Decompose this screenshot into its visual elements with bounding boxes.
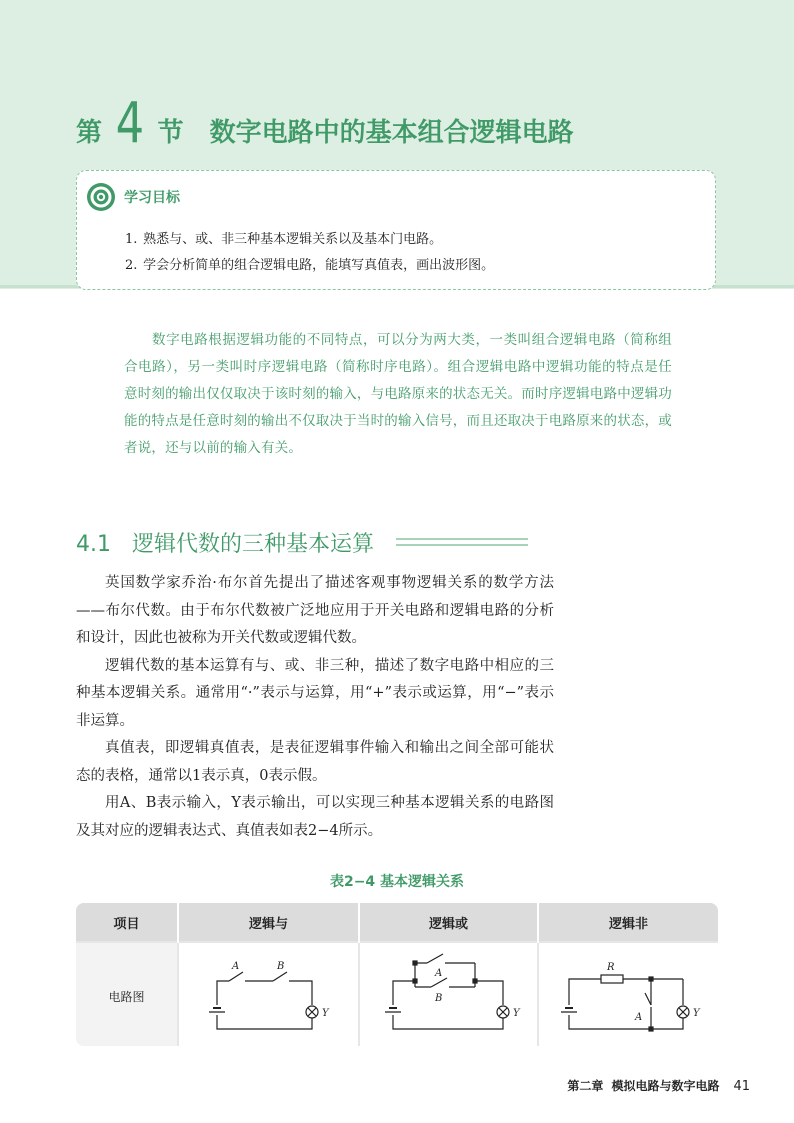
- table-header-row: [76, 903, 718, 942]
- section-heading: [76, 525, 528, 559]
- learning-goals-box: [76, 170, 716, 290]
- label-y: Y: [512, 1007, 520, 1019]
- title-suffix: 节: [157, 118, 184, 148]
- paragraph: 英国数学家乔治·布尔首先提出了描述客观事物逻辑关系的数学方法——布尔代数。由于布尔代数被广泛地应用于开关电路和逻辑电路的分析和设计，因此也被称为开关代数或逻辑代数。: [76, 575, 554, 646]
- not-circuit-diagram: [549, 949, 709, 1045]
- section-title-text: 逻辑代数的三种基本运算: [131, 531, 374, 557]
- label-y: Y: [321, 1007, 329, 1019]
- label-y: Y: [692, 1007, 700, 1019]
- label-a: A: [231, 960, 239, 972]
- section-heading-text: [76, 527, 374, 558]
- goals-list: [125, 227, 494, 279]
- page-title: 数字电路中的基本组合逻辑电路: [209, 118, 574, 148]
- label-a: A: [634, 1011, 642, 1023]
- section-title: [76, 72, 574, 156]
- goal-item: [125, 227, 494, 253]
- footer-chapter: 第二章: [567, 1079, 604, 1093]
- paragraph: 逻辑代数的基本运算有与、或、非三种，描述了数字电路中相应的三种基本逻辑关系。通常用“·”表示与运算，用“+”表示或运算，用“−”表示非运算。: [76, 657, 554, 729]
- label-b: B: [434, 992, 442, 1004]
- goal-text: 熟悉与、或、非三种基本逻辑关系以及基本门电路。: [143, 232, 443, 247]
- header-cell: 项目: [76, 903, 178, 942]
- label-r: R: [606, 961, 615, 973]
- header-cell: 逻辑或: [359, 903, 538, 942]
- goal-number: 2.: [125, 258, 138, 273]
- label-b: B: [276, 960, 284, 972]
- and-circuit-cell: [178, 942, 359, 1046]
- footer-title: 模拟电路与数字电路: [611, 1079, 720, 1093]
- section-decor-lines: [396, 538, 528, 546]
- logic-table-grid: [76, 903, 718, 1046]
- section-number: 4.1: [76, 531, 111, 557]
- body-text: [76, 570, 554, 845]
- title-prefix: 第: [76, 118, 103, 148]
- paragraph: 用A、B表示输入，Y表示输出，可以实现三种基本逻辑关系的电路图及其对应的逻辑表达式、真值表如表2−4所示。: [76, 795, 554, 839]
- goal-text: 学会分析简单的组合逻辑电路，能填写真值表，画出波形图。: [143, 258, 495, 273]
- title-number: 4: [115, 91, 145, 156]
- header-cell: 逻辑与: [178, 903, 359, 942]
- table-caption: 表2−4 基本逻辑关系: [329, 874, 465, 890]
- paragraph: 真值表，即逻辑真值表，是表征逻辑事件输入和输出之间全部可能状态的表格，通常以1表示真，0表示假。: [76, 740, 554, 784]
- page-footer: [567, 1077, 750, 1094]
- intro-paragraph: 数字电路根据逻辑功能的不同特点，可以分为两大类，一类叫组合逻辑电路（简称组合电路），另一类叫时序逻辑电路（简称时序电路）。组合逻辑电路中逻辑功能的特点是任意时刻的输出仅仅取决于该时刻的输入，与电路原来的状态无关。而时序逻辑电路中逻辑功能的特点是任意时刻的输出不仅取决于当时的输入信号，而且还取决于电路原来的状态，或者说，还与以前的输入有关。: [124, 332, 672, 456]
- table-row: [76, 942, 718, 1046]
- and-circuit-diagram: [189, 949, 349, 1045]
- goals-heading: 学习目标: [124, 190, 180, 206]
- not-circuit-cell: [538, 942, 718, 1046]
- goal-number: 1.: [125, 232, 138, 247]
- or-circuit-diagram: [369, 949, 529, 1045]
- label-a: A: [434, 967, 442, 979]
- or-circuit-cell: [359, 942, 538, 1046]
- header-cell: 逻辑非: [538, 903, 718, 942]
- row-label: 电路图: [76, 942, 178, 1046]
- logic-table: [76, 903, 718, 1046]
- goal-item: [125, 253, 494, 279]
- target-icon: [85, 181, 117, 213]
- page-number: 41: [733, 1079, 750, 1094]
